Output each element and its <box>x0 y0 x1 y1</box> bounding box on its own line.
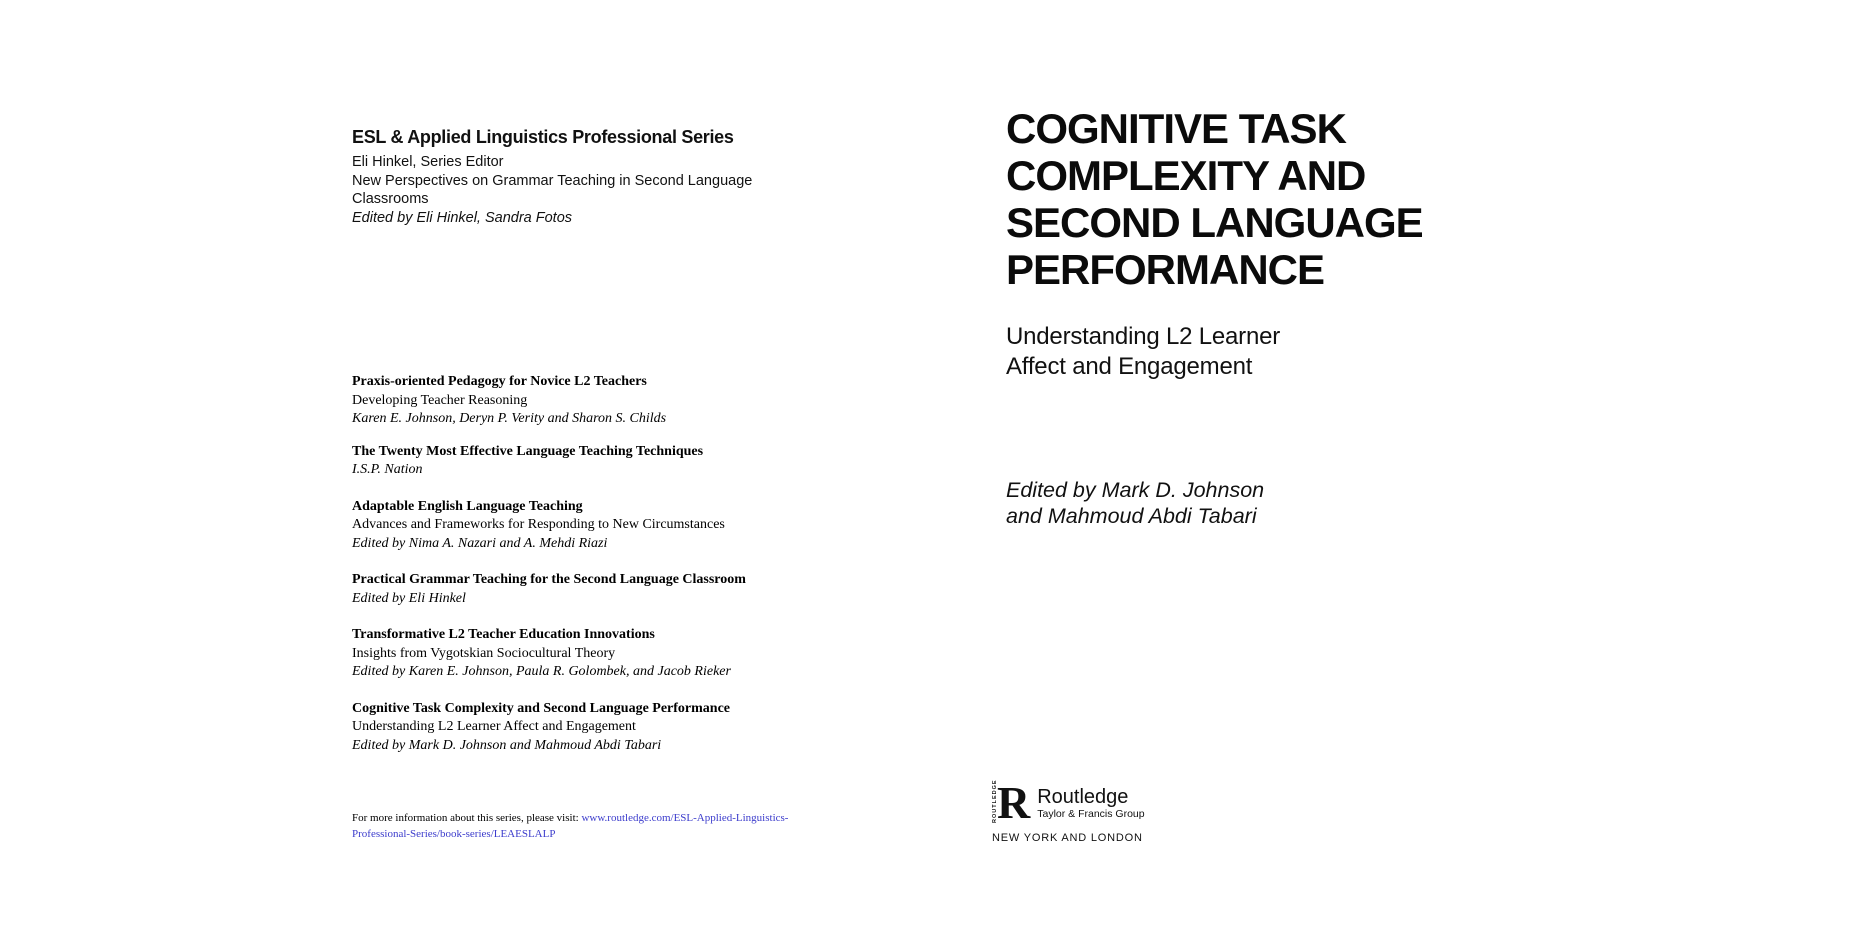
series-book-list <box>352 373 852 773</box>
book-entry <box>352 626 852 682</box>
book-authors: Edited by Karen E. Johnson, Paula R. Golombek, and Jacob Rieker <box>352 664 731 679</box>
book-subtitle-block <box>1006 322 1426 382</box>
book-entry <box>352 498 852 554</box>
book-entry <box>352 443 852 480</box>
series-sample-title-line2: Classrooms <box>352 191 429 207</box>
book-authors: Edited by Mark D. Johnson and Mahmoud Abdi Tabari <box>352 737 662 753</box>
editors-line: Edited by Mark D. Johnson <box>1006 478 1265 502</box>
subtitle-line: Affect and Engagement <box>1006 353 1253 380</box>
series-url-link[interactable]: www.routledge.com/ESL-Applied-Linguistics- <box>581 812 789 824</box>
book-title: Praxis-oriented Pedagogy for Novice L2 Teachers <box>352 374 647 389</box>
book-title: Cognitive Task Complexity and Second Language Performance <box>352 700 731 716</box>
series-title: ESL & Applied Linguistics Professional Series <box>352 127 734 147</box>
book-authors: Edited by Eli Hinkel <box>352 590 466 606</box>
publisher-imprint <box>992 777 1252 844</box>
book-title: The Twenty Most Effective Language Teaching Techniques <box>352 443 704 459</box>
book-subtitle: Advances and Frameworks for Responding to New Circumstances <box>352 517 725 532</box>
subtitle-line: Understanding L2 Learner <box>1006 323 1281 350</box>
routledge-logo-icon: R <box>997 777 1031 828</box>
series-editor-line: Eli Hinkel, Series Editor <box>352 154 504 170</box>
series-url-link[interactable]: Professional-Series/book-series/LEAESLALP <box>352 827 556 840</box>
series-sample-title-line1: New Perspectives on Grammar Teaching in Second Language <box>352 172 753 189</box>
book-authors: Edited by Nima A. Nazari and A. Mehdi Riazi <box>352 535 608 551</box>
book-subtitle: Understanding L2 Learner Affect and Engagement <box>352 719 636 734</box>
book-subtitle: Insights from Vygotskian Sociocultural Theory <box>352 645 616 661</box>
series-header <box>352 125 792 227</box>
publisher-group: Taylor & Francis Group <box>1037 808 1145 820</box>
series-footer <box>352 811 852 842</box>
book-main-title <box>1006 105 1466 293</box>
book-entry <box>352 571 852 608</box>
main-title-line: PERFORMANCE <box>1006 246 1325 293</box>
publisher-name: Routledge <box>1037 786 1129 808</box>
book-authors: I.S.P. Nation <box>352 462 423 477</box>
book-editors-block <box>1006 478 1426 529</box>
routledge-logo-vertical-text: ROUTLEDGE <box>992 779 998 823</box>
book-authors: Karen E. Johnson, Deryn P. Verity and Sharon S. Childs <box>352 411 667 426</box>
book-title: Practical Grammar Teaching for the Second Language Classroom <box>352 572 746 587</box>
series-sample-edited-by: Edited by Eli Hinkel, Sandra Fotos <box>352 209 573 226</box>
book-title: Transformative L2 Teacher Education Innovations <box>352 627 655 642</box>
main-title-line: COMPLEXITY AND <box>1006 152 1366 199</box>
main-title-line: SECOND LANGUAGE <box>1006 199 1423 246</box>
book-entry <box>352 373 852 429</box>
series-footer-text: For more information about this series, please visit: <box>352 812 582 824</box>
book-title: Adaptable English Language Teaching <box>352 498 583 514</box>
publisher-cities: NEW YORK AND LONDON <box>992 832 1143 844</box>
book-subtitle: Developing Teacher Reasoning <box>352 392 528 408</box>
editors-line: and Mahmoud Abdi Tabari <box>1006 503 1257 528</box>
book-entry <box>352 700 852 756</box>
main-title-line: COGNITIVE TASK <box>1006 105 1346 152</box>
